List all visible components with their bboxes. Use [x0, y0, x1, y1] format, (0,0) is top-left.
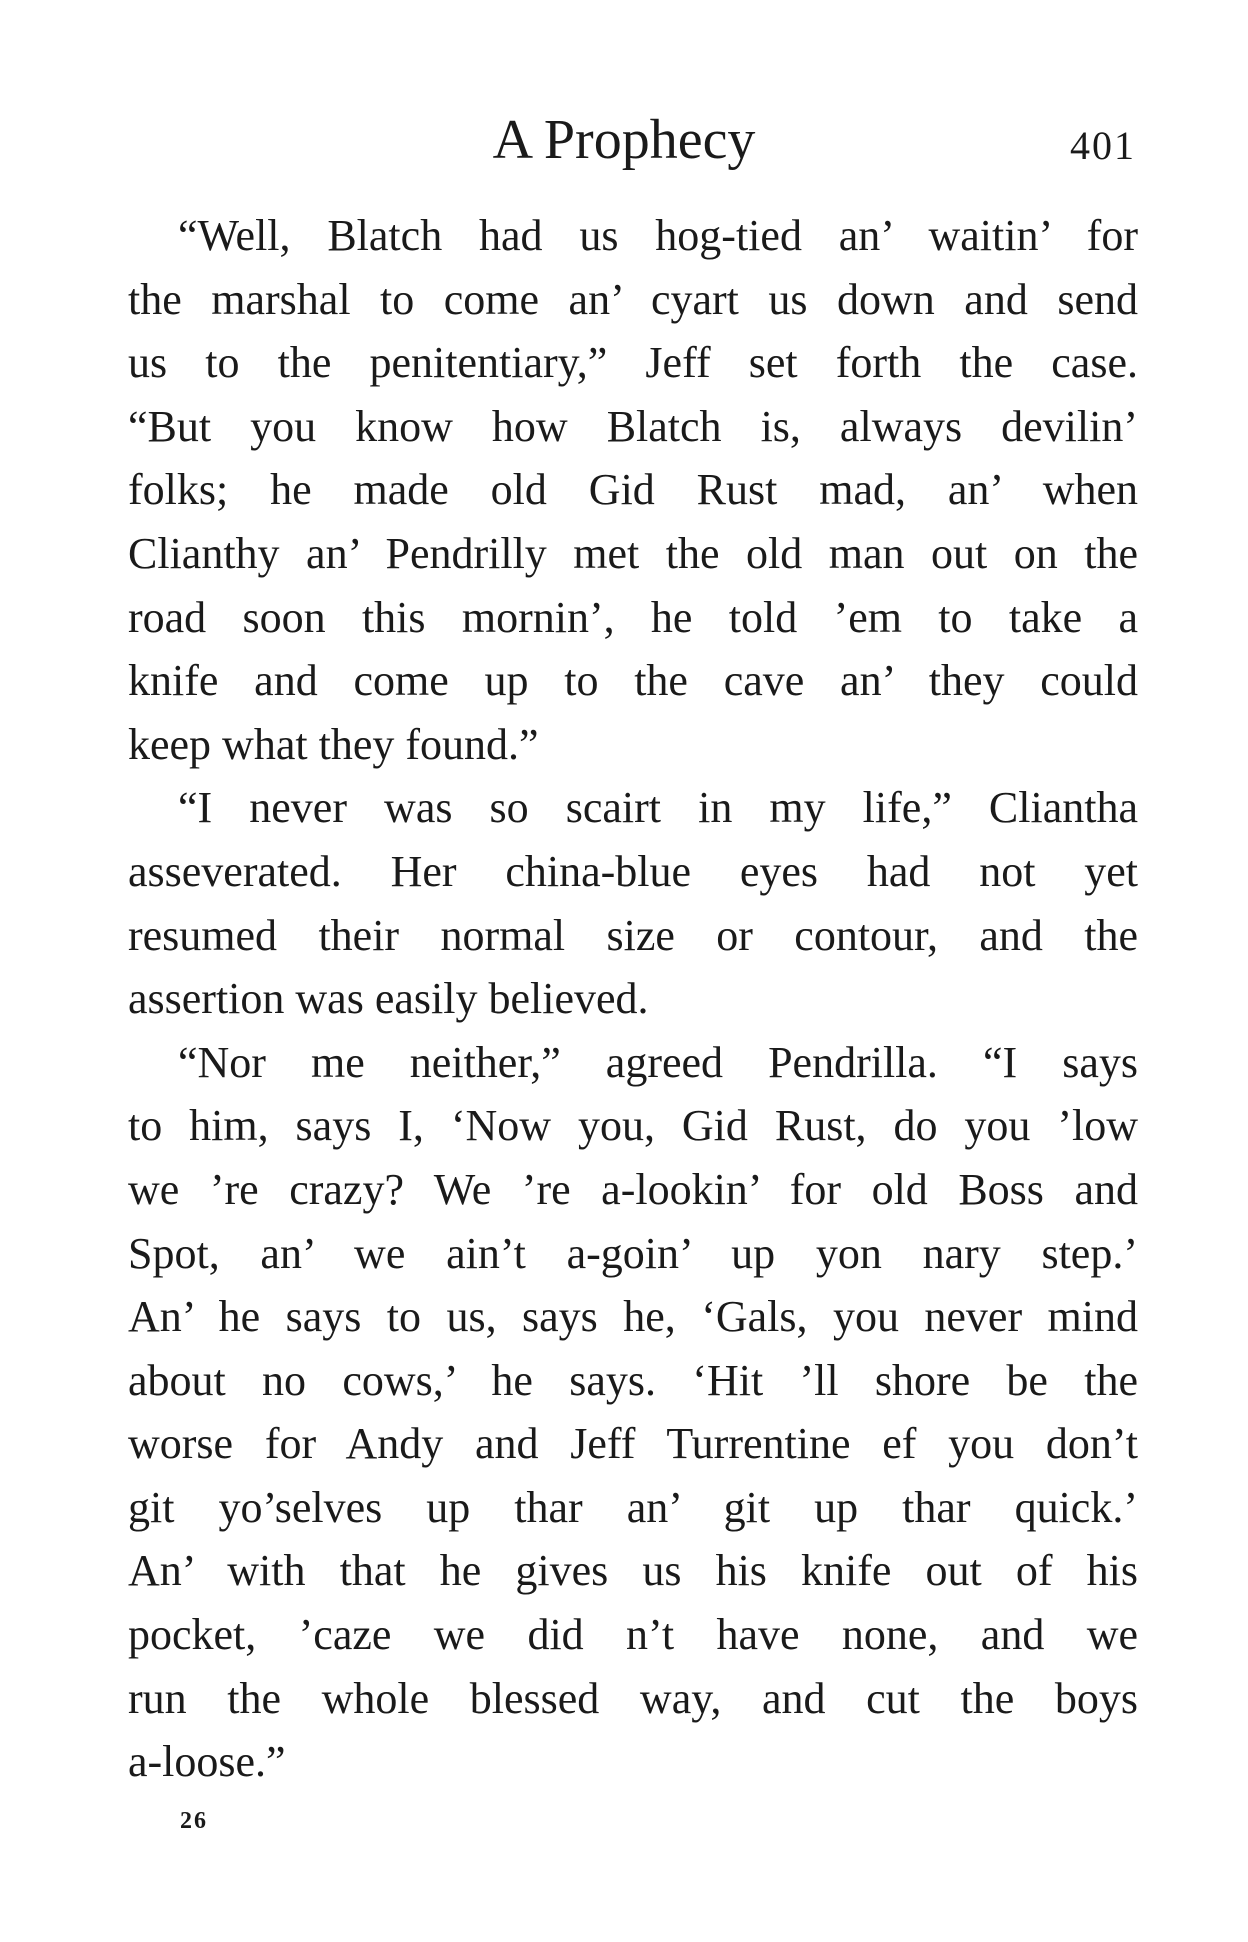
text-line: we ’re crazy? We ’re a-lookin’ for old Boss and — [128, 1164, 1138, 1214]
text-line: An’ he says to us, says he, ‘Gals, you never mind — [128, 1292, 1138, 1342]
page-header — [0, 100, 1248, 180]
text-line: git yo’selves up thar an’ git up thar quick.’ — [128, 1482, 1138, 1532]
text-line: folks; he made old Gid Rust mad, an’ when — [128, 465, 1138, 515]
text-line: asseverated. Her china-blue eyes had not yet — [128, 846, 1138, 896]
page-number: 401 — [1070, 123, 1136, 168]
text-line: to him, says I, ‘Now you, Gid Rust, do you ’low — [128, 1101, 1138, 1151]
page-title: A Prophecy — [492, 109, 756, 171]
text-line: run the whole blessed way, and cut the boys — [128, 1673, 1138, 1723]
text-line: “Well, Blatch had us hog-tied an’ waitin’ for — [178, 211, 1138, 260]
text-line: “Nor me neither,” agreed Pendrilla. “I says — [178, 1037, 1138, 1087]
text-line: road soon this mornin’, he told ’em to take a — [128, 592, 1138, 642]
text-line: “I never was so scairt in my life,” Cliantha — [178, 783, 1138, 833]
body-text — [128, 204, 1138, 1794]
text-line: worse for Andy and Jeff Turrentine ef you don’t — [128, 1419, 1138, 1469]
text-line: “But you know how Blatch is, always devilin’ — [128, 401, 1138, 451]
text-line: Spot, an’ we ain’t a-goin’ up yon nary step.’ — [128, 1228, 1138, 1278]
signature-mark: 26 — [180, 1808, 208, 1834]
text-line: pocket, ’caze we did n’t have none, and we — [128, 1610, 1138, 1660]
text-line: An’ with that he gives us his knife out of his — [128, 1546, 1138, 1596]
text-line: knife and come up to the cave an’ they could — [128, 656, 1138, 706]
text-line: resumed their normal size or contour, and the — [128, 910, 1138, 960]
text-line: assertion was easily believed. — [128, 974, 649, 1024]
text-line: keep what they found.” — [128, 719, 539, 769]
text-line: us to the penitentiary,” Jeff set forth the case. — [128, 338, 1138, 388]
text-line: Clianthy an’ Pendrilly met the old man out on the — [128, 528, 1138, 578]
text-line: the marshal to come an’ cyart us down and send — [128, 274, 1138, 324]
text-line: a-loose.” — [128, 1737, 286, 1787]
text-line: about no cows,’ he says. ‘Hit ’ll shore be the — [128, 1355, 1138, 1405]
